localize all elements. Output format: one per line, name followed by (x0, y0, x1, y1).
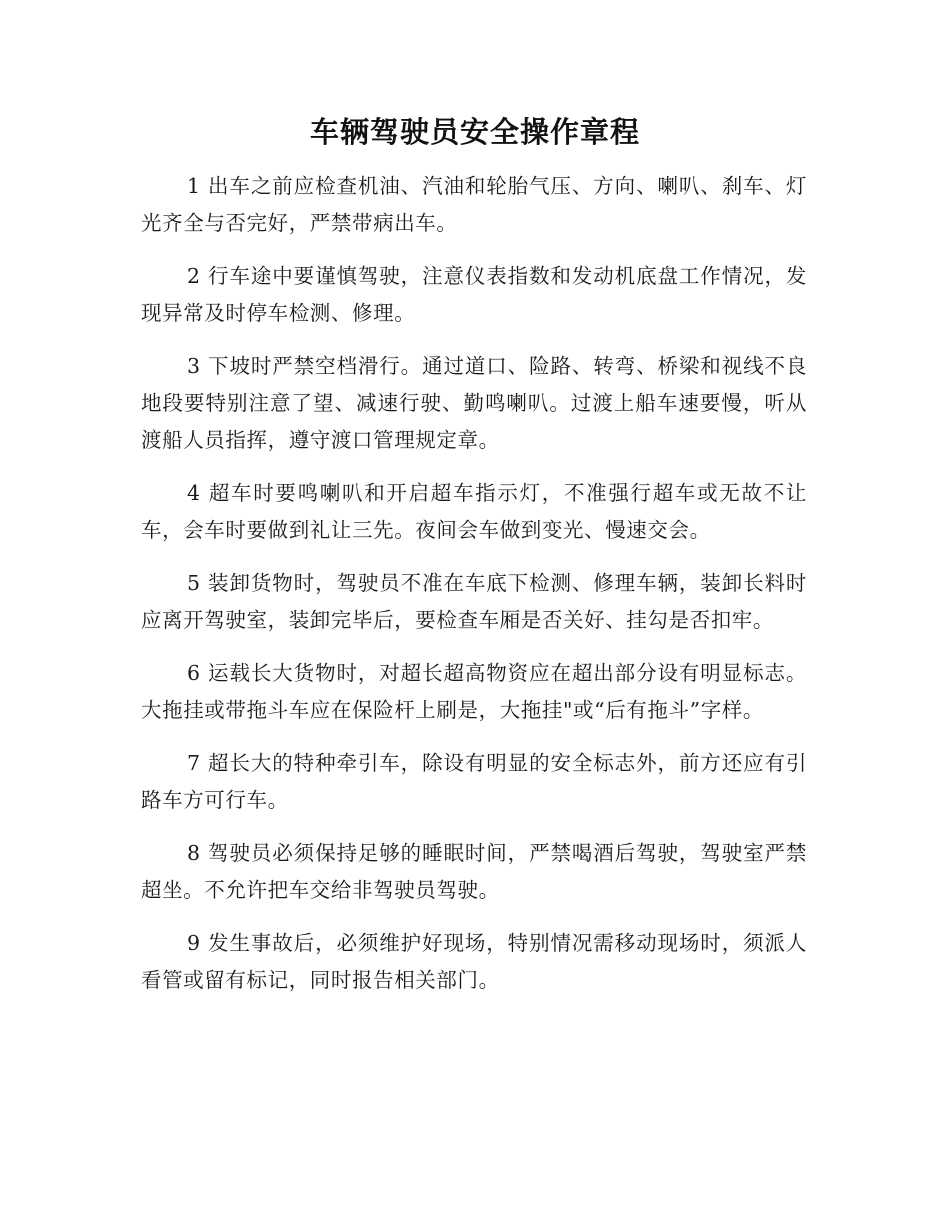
paragraph-5: 5 装卸货物时，驾驶员不准在车底下检测、修理车辆，装卸长料时应离开驾驶室，装卸完毕后，要检查车厢是否关好、挂勾是否扣牢。 (141, 571, 807, 632)
document-body (141, 168, 807, 1015)
paragraph-2: 2 行车途中要谨慎驾驶，注意仪表指数和发动机底盘工作情况，发现异常及时停车检测、修理。 (141, 264, 807, 325)
paragraph-8: 8 驾驶员必须保持足够的睡眠时间，严禁喝酒后驾驶，驾驶室严禁超坐。不允许把车交给非驾驶员驾驶。 (141, 841, 807, 902)
paragraph-7: 7 超长大的特种牵引车，除设有明显的安全标志外，前方还应有引路车方可行车。 (141, 751, 807, 812)
paragraph-9: 9 发生事故后，必须维护好现场，特别情况需移动现场时，须派人看管或留有标记，同时报告相关部门。 (141, 931, 807, 992)
paragraph-4: 4 超车时要鸣喇叭和开启超车指示灯，不准强行超车或无故不让车，会车时要做到礼让三先。夜间会车做到变光、慢速交会。 (141, 481, 807, 542)
paragraph-1: 1 出车之前应检查机油、汽油和轮胎气压、方向、喇叭、刹车、灯光齐全与否完好，严禁带病出车。 (141, 174, 807, 235)
paragraph-3: 3 下坡时严禁空档滑行。通过道口、险路、转弯、桥梁和视线不良地段要特别注意了望、减速行驶、勤鸣喇叭。过渡上船车速要慢，听从渡船人员指挥，遵守渡口管理规定章。 (141, 354, 807, 452)
document-title: 车辆驾驶员安全操作章程 (309, 115, 640, 149)
paragraph-6: 6 运载长大货物时，对超长超高物资应在超出部分设有明显标志。大拖挂或带拖斗车应在保险杆上刷是，大拖挂"或“后有拖斗”字样。 (141, 661, 807, 722)
